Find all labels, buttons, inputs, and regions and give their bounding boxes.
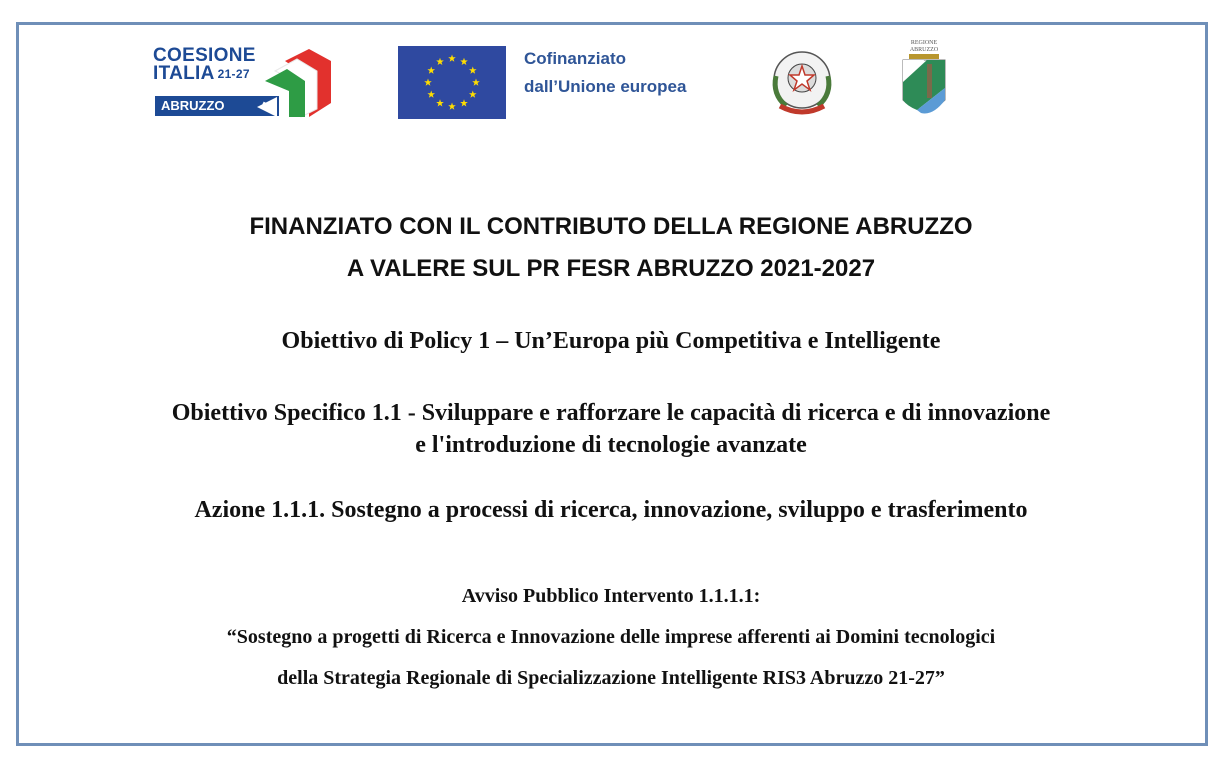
financing-heading-line1: FINANZIATO CON IL CONTRIBUTO DELLA REGIONE ABRUZZO	[249, 213, 973, 240]
coesione-arrow-icon	[257, 47, 333, 119]
public-notice-line3: della Strategia Regionale di Specializzazione Intelligente RIS3 Abruzzo 21-27”	[277, 667, 945, 689]
eu-star-icon	[448, 103, 456, 110]
svg-text:ABRUZZO: ABRUZZO	[909, 47, 939, 53]
eu-star-icon	[460, 58, 468, 65]
eu-star-icon	[472, 79, 480, 86]
eu-flag	[398, 46, 506, 119]
eu-star-icon	[427, 91, 435, 98]
public-notice	[0, 576, 1222, 699]
coesione-text: COESIONE	[153, 45, 256, 66]
eu-star-icon	[424, 79, 432, 86]
years-text: 21-27	[217, 67, 250, 81]
regione-abruzzo-coat-of-arms-icon	[897, 38, 951, 126]
eu-caption-line2: dall’Unione europea	[524, 77, 687, 96]
action-title: Azione 1.1.1. Sostegno a processi di ricerca, innovazione, sviluppo e trasferimento	[194, 497, 1028, 523]
italian-republic-emblem-icon	[766, 46, 838, 118]
eu-star-icon	[448, 55, 456, 62]
financing-heading-line2: A VALERE SUL PR FESR ABRUZZO 2021-2027	[346, 255, 876, 282]
eu-star-icon	[460, 99, 468, 106]
eu-star-icon	[436, 99, 444, 106]
public-notice-line2: “Sostegno a progetti di Ricerca e Innovazione delle imprese afferenti ai Domini tecnologici	[226, 626, 996, 648]
eu-star-icon	[436, 58, 444, 65]
eu-star-icon	[469, 67, 477, 74]
eu-stars-icon	[398, 46, 506, 119]
specific-objective-line1: Obiettivo Specifico 1.1 - Sviluppare e rafforzare le capacità di ricerca e di innovazione	[171, 400, 1051, 426]
italia-text: ITALIA	[153, 63, 215, 84]
eu-star-icon	[469, 91, 477, 98]
eu-caption	[524, 45, 686, 101]
abruzzo-badge-label: ABRUZZO	[161, 98, 225, 113]
eu-star-icon	[427, 67, 435, 74]
public-notice-line1: Avviso Pubblico Intervento 1.1.1.1:	[461, 585, 761, 607]
specific-objective	[0, 397, 1222, 461]
policy-objective: Obiettivo di Policy 1 – Un’Europa più Competitiva e Intelligente	[281, 328, 941, 354]
coesione-italia-logo	[153, 47, 331, 119]
financing-heading	[0, 206, 1222, 290]
svg-text:REGIONE: REGIONE	[910, 40, 938, 46]
eu-caption-line1: Cofinanziato	[524, 49, 626, 68]
specific-objective-line2: e l'introduzione di tecnologie avanzate	[415, 432, 807, 458]
